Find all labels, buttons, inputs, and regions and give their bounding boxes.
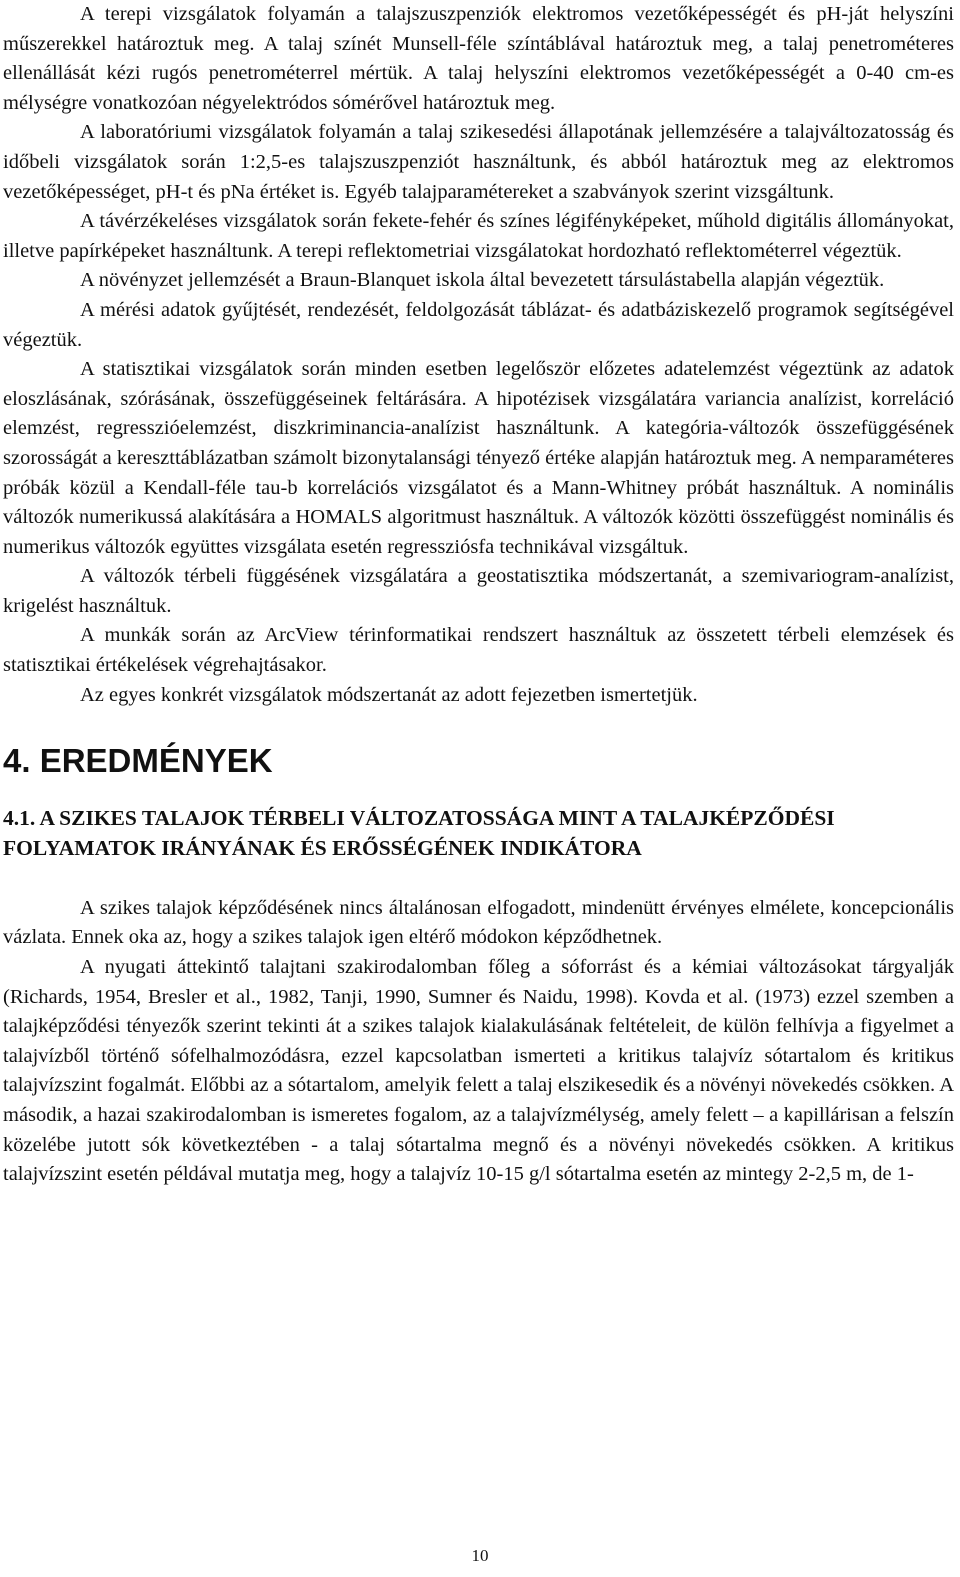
paragraph-arcview: A munkák során az ArcView térinformatikai rendszert használtuk az összetett térbeli elemzések és statisztikai értékelések végrehajtásakor. — [3, 624, 954, 677]
document-page — [3, 0, 954, 1190]
paragraph-field-methods: A terepi vizsgálatok folyamán a talajszuszpenziók elektromos vezetőképességét és pH-ját helyszíni műszerekkel határoztuk meg. A talaj színét Munsell-féle színtáblával határoztuk meg, a talaj penetrométeres ellenállását kézi rugós penetrométerrel mértük. A talaj helyszíni elektromos vezetőképességét a 0-40 cm-es mélységre vonatkozóan négyelektródos sómérővel határoztuk meg. — [3, 3, 954, 114]
spacer — [3, 864, 954, 894]
paragraph-remote-sensing: A távérzékeléses vizsgálatok során fekete-fehér és színes légifényképeket, műhold digitális állományokat, illetve papírképeket használtunk. A terepi reflektometriai vizsgálatokat hordozható reflektométerrel végeztük. — [3, 210, 954, 262]
paragraph-statistics: A statisztikai vizsgálatok során minden esetben legelőször előzetes adatelemzést végeztünk az adatok eloszlásának, szórásának, összefüggéseinek feltárására. A hipotézisek vizsgálatára variancia analízist, korreláció elemzést, regresszióelemzést, diszkriminancia-analízist használtunk. A kategória-változók összefüggésének szorosságát a kereszttáblázatban számolt bizonytalansági tényező értéke alapján határoztuk meg. A nemparaméteres próbák közül a Kendall-féle tau-b korrelációs vizsgálatot és a Mann-Whitney próbát használtuk. A nominális változók numerikussá alakítására a HOMALS algoritmust használtuk. A változók közötti összefüggést nominális és numerikus változók együttes vizsgálata esetén regressziósfa technikával vizsgáltuk. — [3, 358, 954, 558]
paragraph-laboratory-methods: A laboratóriumi vizsgálatok folyamán a talaj szikesedési állapotának jellemzésére a talajváltozatosság és időbeli vizsgálatok során 1:2,5-es talajszuszpenziót használtunk, és abból határoztuk meg az elektromos vezetőképességet, pH-t és pNa értéket is. Egyéb talajparamétereket a szabványok szerint vizsgáltunk. — [3, 121, 954, 203]
paragraph-literature-review: A nyugati áttekintő talajtani szakirodalomban főleg a sóforrást és a kémiai változásokat tárgyalják (Richards, 1954, Bresler et al., 1982, Tanji, 1990, Sumner és Naidu, 1998). Kovda et al. (1973) ezzel szemben a talajképződési tényezők szerint tekinti át a szikes talajok kialakulásának feltételeit, de külön felhívja a figyelmet a talajvízből történő sófelhalmozódásra, ezzel kapcsolatban ismerteti a kritikus talajvíz sótartalom és kritikus talajvízszint fogalmát. Előbbi az a sótartalom, amelyik felett a talaj elszikesedik és a növényi növekedés csökken. A második, a hazai szakirodalomban is ismeretes fogalom, az a talajvízmélység, amely felett – a kapillárisan a felszín közelébe jutott sók következtében - a talaj sótartalma megnő és a növényi növekedés csökken. A kritikus talajvízszint esetén példával mutatja meg, hogy a talajvíz 10-15 g/l sótartalma esetén az mintegy 2-2,5 m, de 1- — [3, 956, 954, 1186]
section-heading: 4.1. A SZIKES TALAJOK TÉRBELI VÁLTOZATOSSÁGA MINT A TALAJKÉPZŐDÉSI FOLYAMATOK IRÁNYÁNAK ÉS ERŐSSÉGÉNEK INDIKÁTORA — [3, 806, 835, 861]
paragraph-vegetation: A növényzet jellemzését a Braun-Blanquet iskola által bevezetett társulástabella alapján végeztük. — [80, 269, 885, 292]
paragraph-saline-theory: A szikes talajok képződésének nincs általánosan elfogadott, mindenütt érvényes elmélete, koncepcionális vázlata. Ennek oka az, hogy a szikes talajok igen eltérő módokon képződhetnek. — [3, 896, 954, 949]
chapter-heading: 4. EREDMÉNYEK — [3, 742, 273, 780]
paragraph-chapter-reference: Az egyes konkrét vizsgálatok módszertanát az adott fejezetben ismertetjük. — [80, 683, 698, 706]
page-number: 10 — [471, 1546, 489, 1565]
paragraph-data-processing: A mérési adatok gyűjtését, rendezését, feldolgozását táblázat- és adatbáziskezelő programok segítségével végeztük. — [3, 298, 954, 351]
paragraph-geostatistics: A változók térbeli függésének vizsgálatára a geostatisztika módszertanát, a szemivariogram-analízist, krigelést használtuk. — [3, 565, 954, 617]
